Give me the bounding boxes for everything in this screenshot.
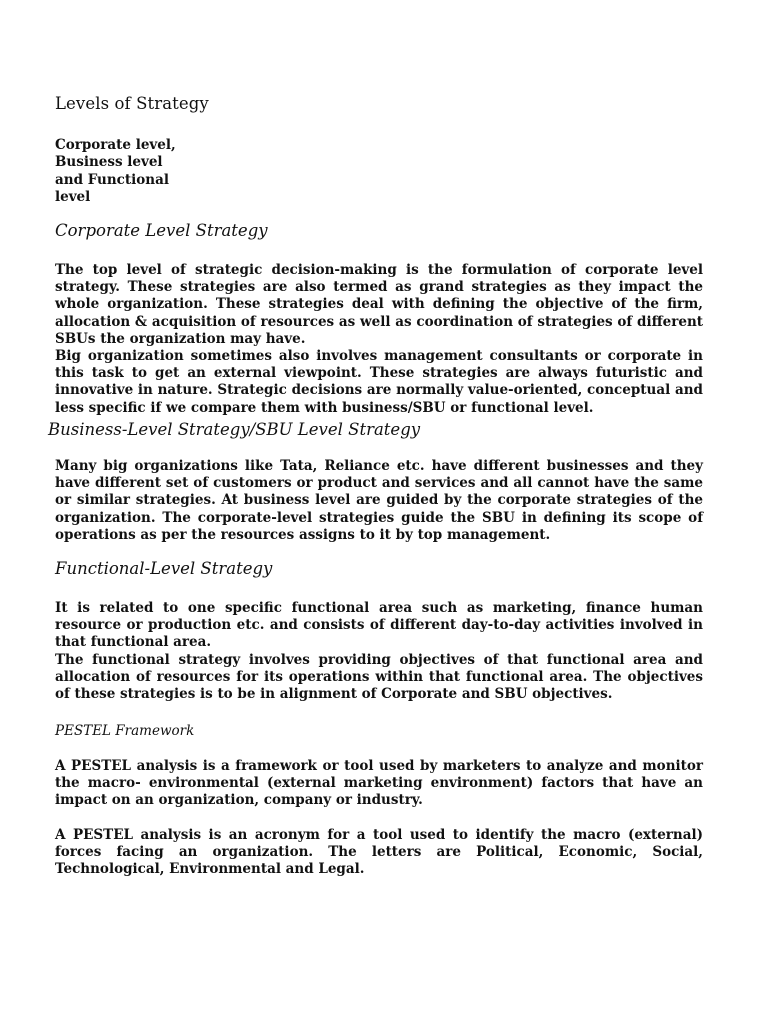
functional-paragraph-1: It is related to one specific functional area such as marketing, finance human resource or production etc. and consists of different day-to-day activities involved in that functional area. (55, 600, 703, 651)
page-title: Levels of Strategy (55, 94, 209, 113)
pestel-paragraph-2: A PESTEL analysis is an acronym for a tool used to identify the macro (external) forces facing an organization. The letters are Political, Economic, Social, Technological, Environmental and Legal. (55, 827, 703, 878)
levels-line: Corporate level, (55, 137, 176, 153)
corporate-paragraph-2: Big organization sometimes also involves management consultants or corporate in this task to get an external viewpoint. These strategies are always futuristic and innovative in nature. Strategic decisions are normally value-oriented, conceptual and less specific if we compare them with business/SBU or functional level. (55, 348, 703, 416)
levels-list (55, 137, 176, 206)
pestel-heading: PESTEL Framework (55, 723, 195, 739)
functional-heading: Functional-Level Strategy (55, 559, 273, 578)
business-heading: Business-Level Strategy/SBU Level Strategy (48, 420, 421, 439)
pestel-paragraph-1: A PESTEL analysis is a framework or tool used by marketers to analyze and monitor the macro- environmental (external marketing environment) factors that have an impact on an organization, company or industry. (55, 758, 703, 809)
levels-line: Business level (55, 154, 163, 171)
functional-paragraph-2: The functional strategy involves providing objectives of that functional area and allocation of resources for its operations within that functional area. The objectives of these strategies is to be in alignment of Corporate and SBU objectives. (55, 652, 703, 703)
levels-line: and Functional (55, 171, 169, 188)
levels-line: level (55, 188, 91, 205)
corporate-paragraph-1: The top level of strategic decision-making is the formulation of corporate level strategy. These strategies are also termed as grand strategies as they impact the whole organization. These strategies deal with defining the objective of the firm, allocation & acquisition of resources as well as coordination of strategies of different SBUs the organization may have. (55, 262, 703, 347)
corporate-heading: Corporate Level Strategy (55, 221, 268, 240)
business-paragraph-1: Many big organizations like Tata, Reliance etc. have different businesses and they have different set of customers or product and services and all cannot have the same or similar strategies. At business level are guided by the corporate strategies of the organization. The corporate-level strategies guide the SBU in defining its scope of operations as per the resources assigns to it by top management. (55, 458, 703, 543)
